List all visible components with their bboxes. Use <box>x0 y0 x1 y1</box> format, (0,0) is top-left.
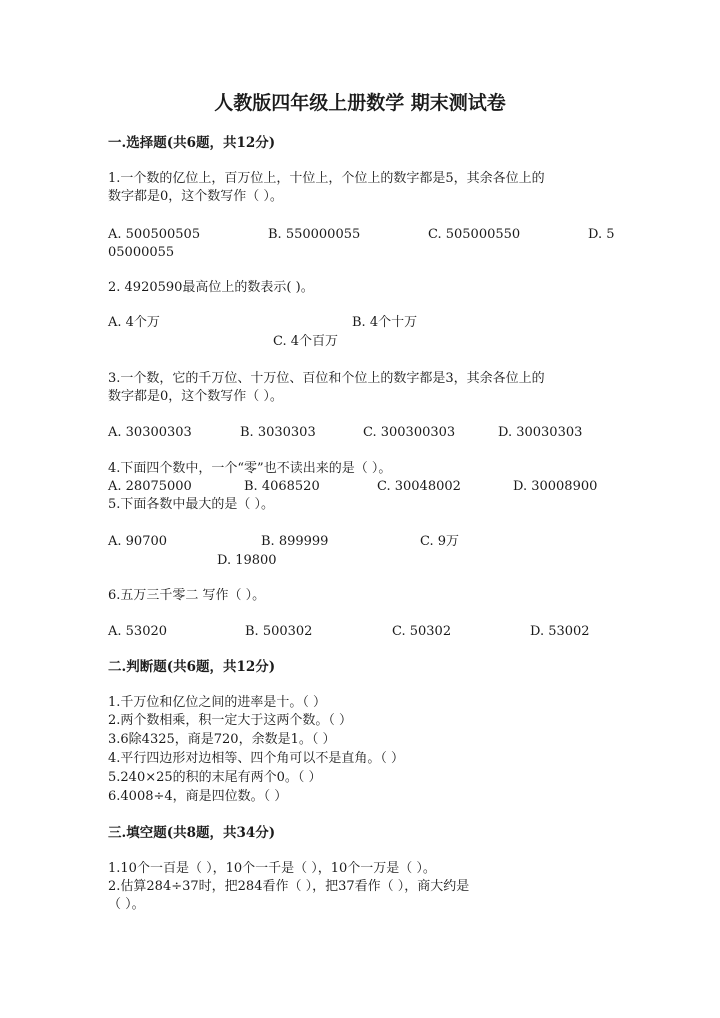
judge-item: 6.4008÷4，商是四位数。（ ） <box>108 789 288 804</box>
q3-option-c: C. 300300303 <box>363 425 456 440</box>
q6-option-c: C. 50302 <box>392 624 452 639</box>
section-heading-judge: 二.判断题(共6题，共12分) <box>108 659 276 675</box>
q1-option-d: D. 5 <box>588 227 615 242</box>
q4-option-c: C. 30048002 <box>377 479 461 494</box>
q5-text: 5.下面各数中最大的是（ ）。 <box>108 497 275 512</box>
q3-option-a: A. 30300303 <box>108 425 192 440</box>
section-heading-fill: 三.填空题(共8题，共34分) <box>108 825 276 841</box>
judge-item: 5.240×25的积的末尾有两个0。（ ） <box>108 770 322 785</box>
q1-option-a: A. 500500505 <box>108 227 201 242</box>
judge-item: 3.6除4325，商是720，余数是1。（ ） <box>108 732 336 747</box>
q6-option-d: D. 53002 <box>530 624 590 639</box>
q4-option-a: A. 28075000 <box>108 479 192 494</box>
q5-option-d: D. 19800 <box>217 553 277 568</box>
q5-option-c: C. 9万 <box>420 534 460 549</box>
fill-item-continued: （ ）。 <box>108 897 145 912</box>
q2-option-a: A. 4个万 <box>108 315 160 330</box>
q1-option-b: B. 550000055 <box>268 227 361 242</box>
q1-option-c: C. 505000550 <box>428 227 521 242</box>
q1-text-line1: 1.一个数的亿位上，百万位上，十位上，个位上的数字都是5，其余各位上的 <box>108 171 545 186</box>
q5-option-a: A. 90700 <box>108 534 168 549</box>
q5-option-b: B. 899999 <box>261 534 329 549</box>
q3-option-b: B. 3030303 <box>240 425 316 440</box>
fill-item: 2.估算284÷37时，把284看作（ ），把37看作（ ），商大约是 <box>108 879 470 894</box>
q3-text-line1: 3.一个数，它的千万位、十万位、百位和个位上的数字都是3，其余各位上的 <box>108 371 545 386</box>
section-heading-choice: 一.选择题(共6题，共12分) <box>108 135 276 151</box>
q3-text-line2: 数字都是0，这个数写作（ ）。 <box>108 389 283 404</box>
q4-option-d: D. 30008900 <box>513 479 598 494</box>
q2-option-b: B. 4个十万 <box>352 315 418 330</box>
q6-text: 6.五万三千零二 写作（ ）。 <box>108 588 266 603</box>
q6-option-a: A. 53020 <box>108 624 168 639</box>
q3-option-d: D. 30030303 <box>498 425 583 440</box>
judge-item: 1.千万位和亿位之间的进率是十。（ ） <box>108 695 327 710</box>
judge-item: 4.平行四边形对边相等、四个角可以不是直角。（ ） <box>108 751 405 766</box>
q6-option-b: B. 500302 <box>245 624 313 639</box>
page-title: 人教版四年级上册数学 期末测试卷 <box>214 92 506 114</box>
q1-option-d-continued: 05000055 <box>108 245 175 260</box>
q2-text: 2. 4920590最高位上的数表示( )。 <box>108 280 314 295</box>
q4-option-b: B. 4068520 <box>244 479 320 494</box>
q4-text: 4.下面四个数中，一个“零”也不读出来的是（ ）。 <box>108 461 392 476</box>
q2-option-c: C. 4个百万 <box>273 334 339 349</box>
fill-item: 1.10个一百是（ ），10个一千是（ ），10个一万是（ ）。 <box>108 861 436 876</box>
judge-item: 2.两个数相乘，积一定大于这两个数。（ ） <box>108 713 353 728</box>
q1-text-line2: 数字都是0，这个数写作（ ）。 <box>108 189 283 204</box>
